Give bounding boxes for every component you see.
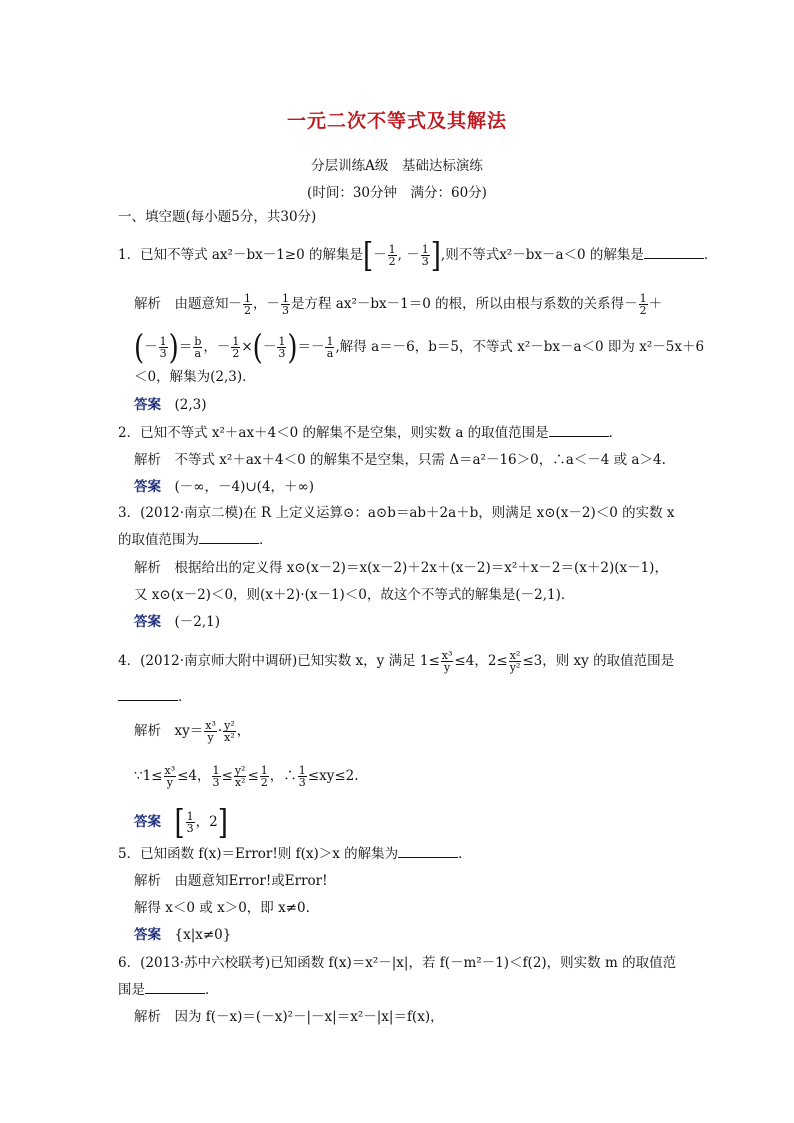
analysis-label: 解析 [134,296,161,312]
question-6-line-2: 围是 ． [118,982,219,998]
bracket-right: ] [430,236,441,275]
q2-analysis: 解析 不等式 x²＋ax＋4＜0 的解集不是空集，只需 Δ＝a²－16＞0，∴a＜－4 或 a＞4. [134,452,666,468]
fraction: $\frac{b}{a}$ [194,335,202,360]
q6-analysis: 解析 因为 f(－x)＝(－x)²－|－x|＝x²－|x|＝f(x)， [134,1009,444,1025]
analysis-label: 解析 [134,452,161,468]
fraction: $\frac{1}{2}$ [244,292,251,317]
fraction: $\frac{1}{3}$ [159,335,167,360]
q2-answer [134,478,314,496]
q5-answer [134,926,231,944]
q1-analysis-line-2: (－ $\frac{1}{3}$ )＝ $\frac{b}{a}$ ，－ $\frac{1}{2}$ ×(－ $\frac{1}{3}$ )＝－ $\frac{1}{a}$ ,解得 a＝－6，b＝5，不等式 x²－bx－a＜0 即为 x²－5x＋6 [134,328,705,367]
fraction: $\frac{1}{3}$ [212,764,220,789]
answer-blank [644,246,704,259]
question-6-line-1: 6．(2013·苏中六校联考)已知函数 f(x)＝x²－|x|，若 f(－m²－1)＜f(2)，则实数 m 的取值范 [118,955,677,971]
answer-blank [145,981,205,994]
page-title: 一元二次不等式及其解法 [286,110,507,132]
question-2: 2．已知不等式 x²＋ax＋4＜0 的解集不是空集，则实数 a 的取值范围是 ． [118,425,623,441]
q5-analysis-line-1: 解析 由题意知Error!或Error! [134,873,328,889]
fraction: $\frac{1}{2}$ [232,335,240,360]
answer-label: 答案 [134,479,161,495]
question-4-line-2: ． [118,688,192,706]
question-3-line-2: 的取值范围为 ． [118,532,273,548]
fraction: $\frac{\text{y²}}{\text{x²}}$ [224,719,235,744]
answer-value: (－∞，－4)∪(4，＋∞) [174,479,315,495]
question-4-line-1: 4．(2012·南京师大附中调研)已知实数 x，y 满足 1≤ $\frac{\text{x³}}{y}$ ≤4，2≤ $\frac{\text{x²}}{\text{y²}}$ ≤3，则 xy 的取值范围是 [118,649,675,674]
fraction: $\frac{\text{x³}}{y}$ [164,764,176,789]
answer-label: 答案 [134,397,161,413]
answer-label: 答案 [134,814,161,830]
question-5: 5．已知函数 f(x)＝Error!则 f(x)＞x 的解集为 ． [118,846,472,862]
fraction: $\frac{1}{2}$ [260,764,268,789]
q4-analysis-line-2: ∵1≤ $\frac{\text{x³}}{y}$ ≤4， $\frac{1}{3}$ ≤ $\frac{\text{y²}}{\text{x²}}$ ≤ $\frac{1}{2}$ ，∴ $\frac{1}{3}$ ≤xy≤2. [134,764,359,789]
fraction: $\frac{\text{y²}}{\text{x²}}$ [234,764,246,789]
q5-analysis-line-2: 解得 x＜0 或 x＞0，即 x≠0. [134,900,310,916]
analysis-label: 解析 [134,723,161,739]
analysis-label: 解析 [134,873,161,889]
q3-analysis-line-2: 又 x⊙(x－2)＜0，则(x＋2)·(x－1)＜0，故这个不等式的解集是(－2,1)． [134,587,575,603]
q1-analysis-line-3: ＜0，解集为(2,3)． [134,369,256,385]
answer-blank [398,845,458,858]
answer-value: {x|x≠0} [174,927,232,943]
section-heading: 一、填空题(每小题5分，共30分) [118,209,317,225]
answer-label: 答案 [134,614,161,630]
answer-blank [118,688,178,701]
analysis-label: 解析 [134,560,161,576]
q1-answer [134,396,207,414]
fraction: $\frac{1}{3}$ [186,810,194,835]
question-1: 1．已知不等式 ax²－bx－1≥0 的解集是[－ $\frac{1}{2}$ , － $\frac{1}{3}$ ],则不等式x²－bx－a＜0 的解集是 ． [118,236,718,275]
bracket-left: [ [363,236,374,275]
answer-blank [199,531,259,544]
fraction: $\frac{1}{3}$ [421,243,429,268]
fraction: $\frac{1}{2}$ [639,292,647,317]
q3-analysis-line-1: 解析 根据给出的定义得 x⊙(x－2)＝x(x－2)＋2x＋(x－2)＝x²＋x－2＝(x＋2)(x－1)， [134,560,668,576]
q4-answer: 答案 [ $\frac{1}{3}$ ，2] [134,803,228,842]
fraction: $\frac{1}{a}$ [326,335,334,360]
q4-analysis-line-1: 解析 xy＝ $\frac{\text{x³}}{y}$ · $\frac{\text{y²}}{\text{x²}}$ ， [134,719,251,744]
fraction: $\frac{1}{3}$ [282,292,289,317]
fraction: $\frac{1}{3}$ [298,764,306,789]
time-line: (时间：30分钟 满分：60分) [307,185,487,201]
subtitle: 分层训练A级 基础达标演练 [311,158,483,174]
q1-analysis-line-1: 解析 由题意知－ $\frac{1}{2}$ ，－ $\frac{1}{3}$ 是方程 ax²－bx－1＝0 的根，所以由根与系数的关系得－ $\frac{1}{2}$ ＋ [134,292,663,317]
answer-blank [549,424,609,437]
q1-text: 1．已知不等式 ax²－bx－1≥0 的解集是 [118,247,363,263]
analysis-label: 解析 [134,1009,161,1025]
answer-value: (2,3) [174,397,207,413]
answer-label: 答案 [134,927,161,943]
fraction: $\frac{\text{x³}}{y}$ [441,649,453,674]
question-3-line-1: 3．(2012·南京二模)在 R 上定义运算⊙：a⊙b＝ab＋2a＋b，则满足 x⊙(x－2)＜0 的实数 x [118,505,675,521]
q3-answer [134,613,220,631]
fraction: $\frac{\text{x³}}{y}$ [205,719,216,744]
fraction: $\frac{1}{2}$ [388,243,396,268]
fraction: $\frac{\text{x²}}{\text{y²}}$ [509,649,521,674]
answer-value: (－2,1) [174,614,221,630]
fraction: $\frac{1}{3}$ [278,335,286,360]
